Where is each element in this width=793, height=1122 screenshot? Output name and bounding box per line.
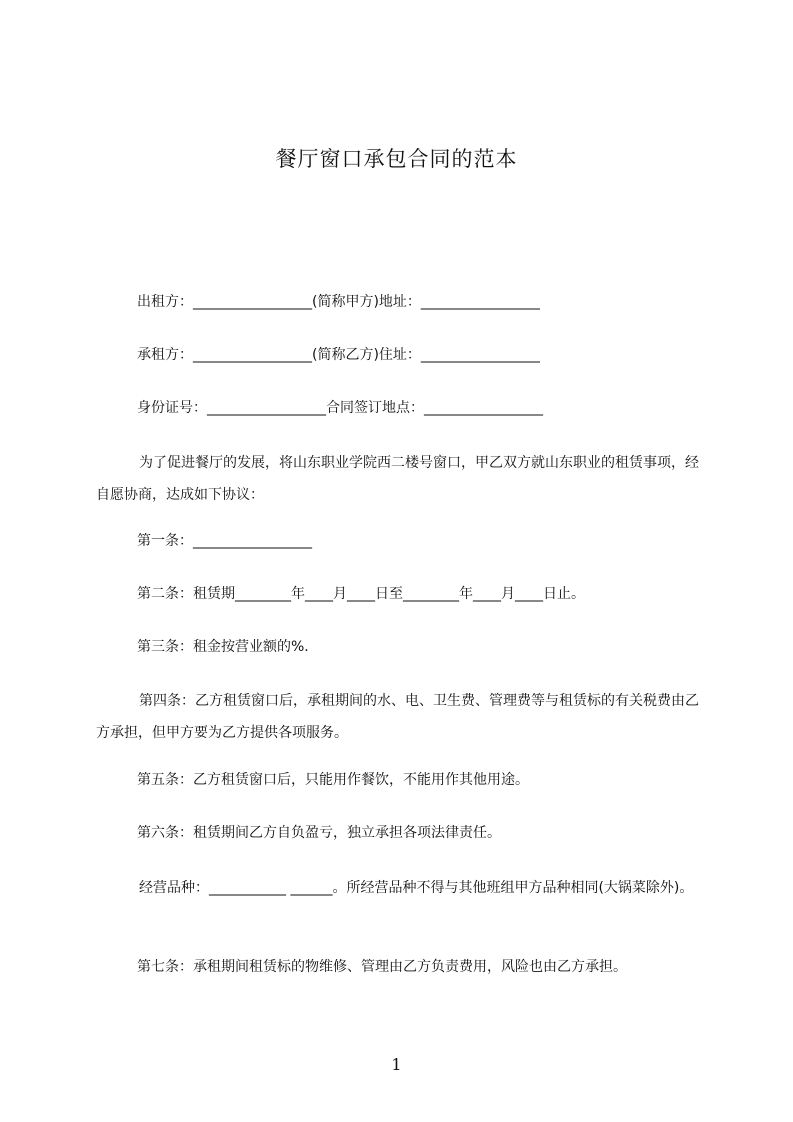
id-number-line: 身份证号：_________________合同签订地点：_________________ [137,400,543,416]
business-paragraph [96,872,706,904]
article-3: 第三条：租金按营业额的%. [137,639,309,655]
lessor-line: 出租方：_________________(简称甲方)地址：_________________ [137,294,540,310]
article-6: 第六条：租赁期间乙方自负盈亏，独立承担各项法律责任。 [137,825,501,841]
intro-text: 为了促进餐厅的发展，将山东职业学院西二楼号窗口，甲乙双方就山东职业的租赁事项，经自愿协商，达成如下协议： [96,455,699,503]
article-2: 第二条：租赁期________年____月____日至________年____月____日止。 [137,586,585,602]
intro-paragraph [96,447,706,511]
article-4: 第四条：乙方租赁窗口后，承租期间的水、电、卫生费、管理费等与租赁标的有关税费由乙方承担，但甲方要为乙方提供各项服务。 [96,693,699,741]
lessee-line: 承租方：_________________(简称乙方)住址：_________________ [137,347,540,363]
document-title: 餐厅窗口承包合同的范本 [275,147,518,171]
article-5: 第五条：乙方租赁窗口后，只能用作餐饮，不能用作其他用途。 [137,772,529,788]
page-number: 1 [391,1055,402,1074]
article-4-paragraph [96,685,706,749]
article-7: 第七条：承租期间租赁标的物维修、管理由乙方负责费用，风险也由乙方承担。 [137,959,627,975]
business-scope: 经营品种：___________ ______。所经营品种不得与其他班组甲方品种相同(大锅菜除外)。 [139,880,694,896]
article-1: 第一条：_________________ [137,533,312,549]
